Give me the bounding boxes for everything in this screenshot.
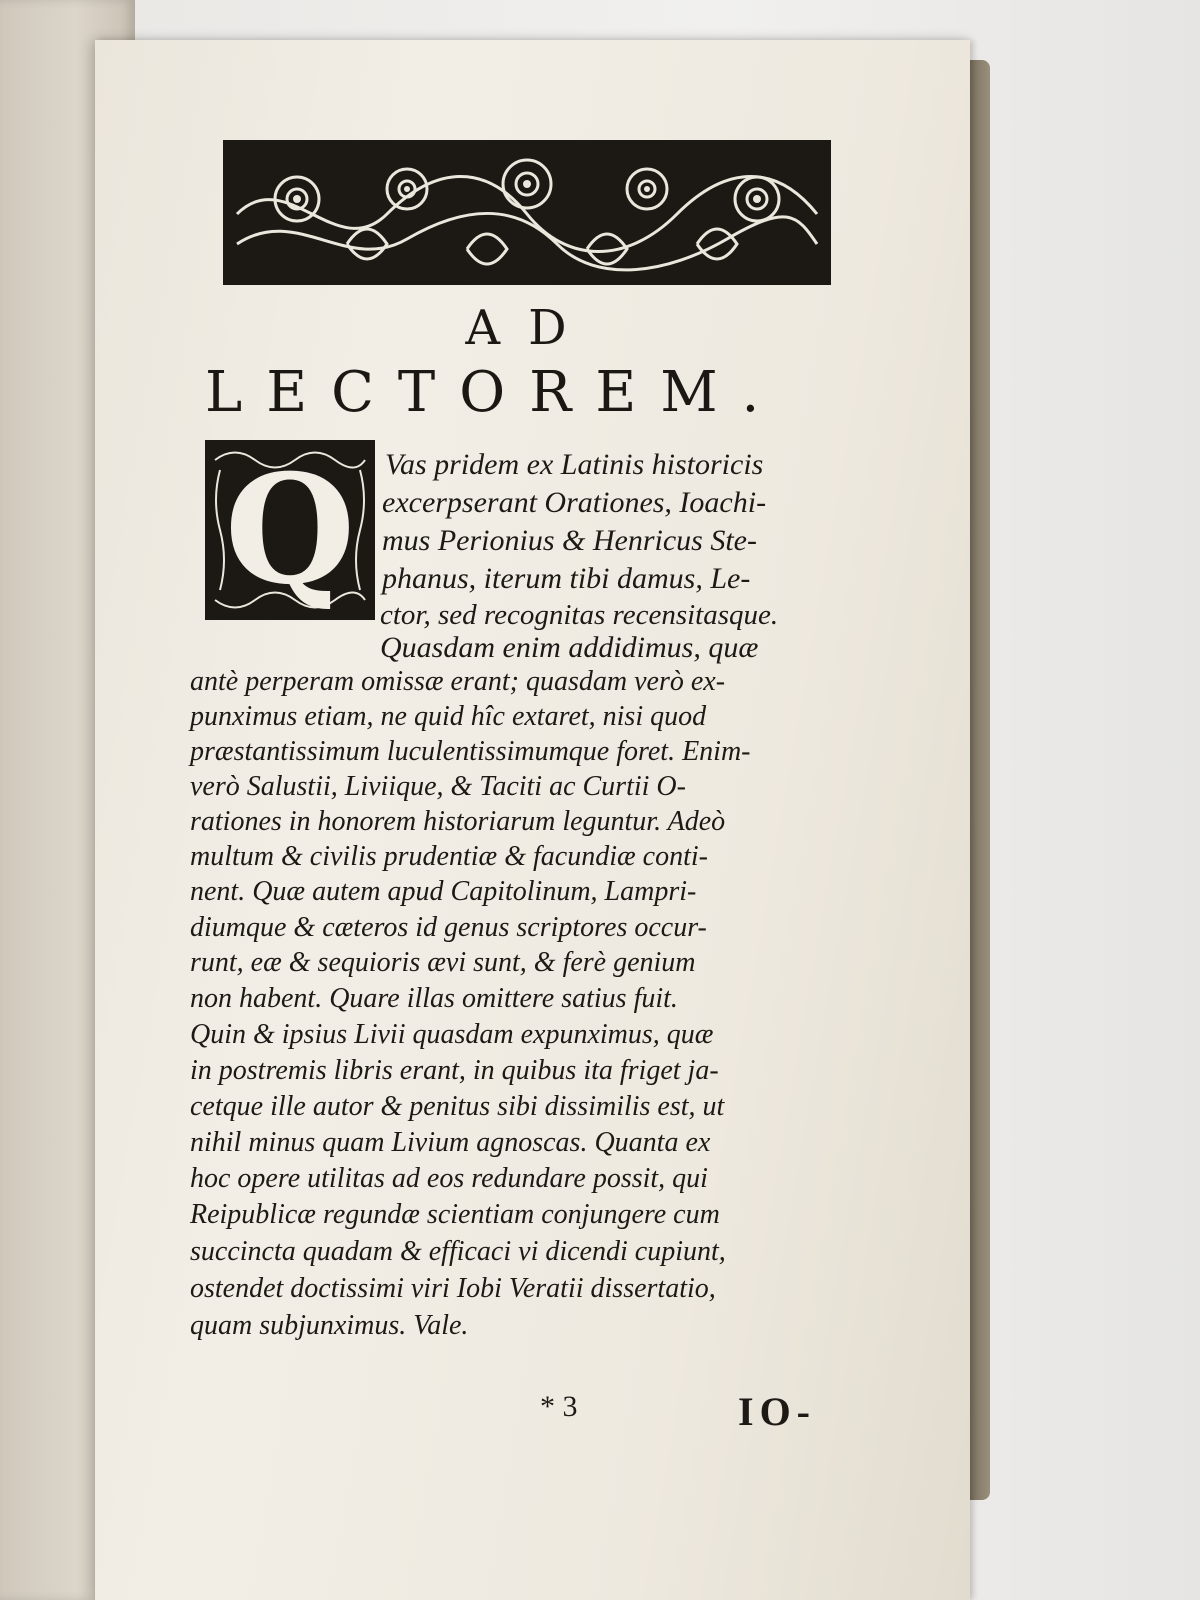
text-line: præstantissimum luculentissimumque foret. Enim- [190, 736, 751, 767]
text-line: succincta quadam & efficaci vi dicendi cupiunt, [190, 1236, 726, 1267]
catchword: IO- [738, 1389, 816, 1434]
initial-letter: Q [224, 442, 356, 618]
text-line: nent. Quæ autem apud Capitolinum, Lampri- [190, 876, 697, 907]
text-line: Reipublicæ regundæ scientiam conjungere cum [190, 1199, 720, 1230]
title-ad: AD [465, 300, 595, 356]
text-line: ctor, sed recognitas recensitasque. [380, 599, 779, 631]
text-line: rationes in honorem historiarum leguntur. Adeò [190, 806, 726, 837]
text-line: Quin & ipsius Livii quasdam expunximus, quæ [190, 1019, 714, 1050]
text-line: phanus, iterum tibi damus, Le- [382, 562, 751, 595]
text-line: antè perperam omissæ erant; quasdam verò ex- [190, 666, 726, 697]
text-line: runt, eæ & sequioris ævi sunt, & ferè genium [190, 947, 696, 978]
text-line: nihil minus quam Livium agnoscas. Quanta ex [190, 1127, 711, 1158]
floral-headpiece-ornament [223, 140, 831, 285]
text-line: cetque ille autor & penitus sibi dissimilis est, ut [190, 1091, 725, 1122]
text-line: excerpserant Orationes, Ioachi- [382, 486, 767, 519]
text-line: hoc opere utilitas ad eos redundare possit, qui [190, 1163, 708, 1194]
text-line: in postremis libris erant, in quibus ita friget ja- [190, 1055, 719, 1086]
text-line: ostendet doctissimi viri Iobi Veratii dissertatio, [190, 1273, 716, 1304]
text-line: diumque & cæteros id genus scriptores occur- [190, 912, 707, 943]
text-line: Quasdam enim addidimus, quæ [380, 631, 759, 664]
title-lectorem: LECTOREM. [205, 360, 784, 425]
text-line: multum & civilis prudentiæ & facundiæ conti- [190, 841, 708, 872]
text-line: punximus etiam, ne quid hîc extaret, nisi quod [190, 701, 707, 732]
text-line: mus Perionius & Henricus Ste- [382, 524, 757, 557]
text-line: non habent. Quare illas omittere satius fuit. [190, 983, 678, 1014]
text-line: verò Salustii, Liviique, & Taciti ac Curtii O- [190, 771, 686, 802]
text-line: Vas pridem ex Latinis historicis [385, 448, 764, 481]
decorated-initial-q [205, 440, 375, 620]
signature-mark: * 3 [540, 1390, 578, 1423]
text-line: quam subjunximus. Vale. [190, 1310, 469, 1341]
